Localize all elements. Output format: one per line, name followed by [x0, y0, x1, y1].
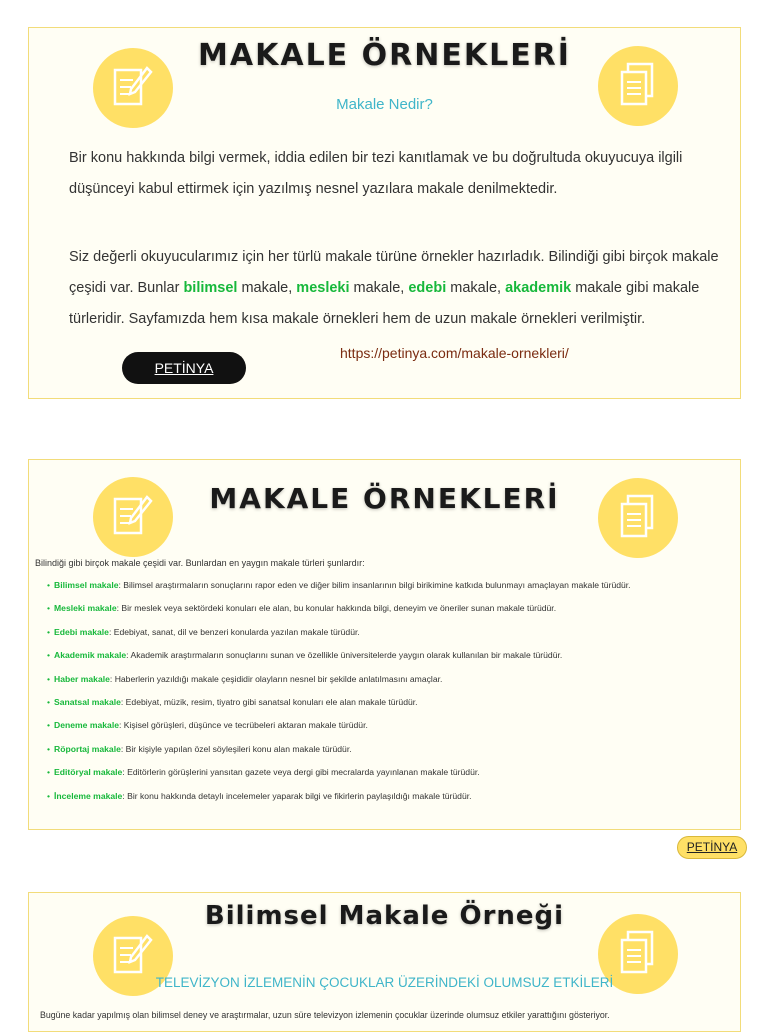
article-type-description: : Bilimsel araştırmaların sonuçlarını rapor eden ve diğer bilim insanlarının bilgi birikimine katkıda bulunmayı amaçlayan makale türüdür.	[118, 580, 631, 590]
section-title: MAKALE ÖRNEKLERİ	[209, 482, 560, 515]
article-type-description: : Haberlerin yazıldığı makale çeşididir olayların nesnel bir şekilde anlatılmasını amaçlar.	[109, 673, 443, 684]
petinya-button[interactable]: PETİNYA	[122, 352, 246, 384]
list-item	[47, 625, 747, 648]
bullet-icon: •	[47, 696, 51, 707]
section-subtitle: Makale Nedir?	[336, 96, 433, 113]
section-title: Bilimsel Makale Örneği	[204, 901, 565, 931]
list-item	[47, 695, 747, 718]
article-type-description: : Edebiyat, sanat, dil ve benzeri konularda yazılan makale türüdür.	[108, 626, 360, 637]
bullet-icon: •	[47, 790, 51, 801]
text: makale,	[446, 280, 506, 296]
article-type-term: Editöryal makale	[54, 767, 123, 778]
article-type-description: : Edebiyat, müzik, resim, tiyatro gibi sanatsal konuları ele alan makale türüdür.	[120, 696, 418, 707]
list-item	[47, 765, 747, 788]
article-type-term: Edebi makale	[54, 626, 109, 637]
bullet-icon: •	[47, 767, 51, 778]
bullet-icon: •	[47, 673, 51, 684]
article-type-description: : Akademik araştırmaların sonuçlarını sunan ve özellikle üniversitelerde yaygın olarak kullanılan bir makale türüdür.	[126, 650, 563, 661]
page-title: MAKALE ÖRNEKLERİ	[198, 38, 571, 73]
list-item	[47, 789, 747, 812]
keyword-mesleki: mesleki	[296, 280, 350, 296]
bullet-icon: •	[47, 650, 51, 661]
types-card	[28, 459, 741, 830]
definition-paragraph: Bir konu hakkında bilgi vermek, iddia edilen bir tezi kanıtlamak ve bu doğrultuda okuyucuya ilgili düşünceyi kabul ettirmek için yazılmış nesnel yazılara makale denilmektedir.	[69, 150, 683, 197]
article-type-term: Röportaj makale	[54, 743, 121, 754]
article-first-line: Bugüne kadar yapılmış olan bilimsel deney ve araştırmalar, uzun süre televizyon izlemenin çocuklar üzerinde olumsuz etkiler yarattığını gösteriyor.	[40, 1010, 610, 1020]
keyword-bilimsel: bilimsel	[183, 280, 238, 296]
text: Siz değerli okuyucularımız için her türlü makale türüne örnekler hazırladık. Bilindiği gibi birçok makale çeşidi var. Bunlar	[69, 249, 719, 296]
article-types-list	[47, 578, 747, 812]
article-type-description: : Bir meslek veya sektördeki konuları ele alan, bu konular hakkında bilgi, deneyim ve öneriler sunan makale türüdür.	[116, 603, 557, 614]
list-item	[47, 648, 747, 671]
list-item	[47, 742, 747, 765]
article-type-term: İnceleme makale	[54, 790, 123, 801]
types-paragraph	[69, 242, 739, 335]
article-type-description: : Kişisel görüşleri, düşünce ve tecrübeleri aktaran makale türüdür.	[119, 720, 368, 731]
list-item	[47, 718, 747, 741]
article-type-term: Bilimsel makale	[54, 580, 119, 590]
source-link[interactable]: https://petinya.com/makale-ornekleri/	[340, 345, 569, 361]
petinya-button-yellow[interactable]: PETİNYA	[677, 836, 747, 859]
intro-card	[28, 27, 741, 399]
article-headline: TELEVİZYON İZLEMENİN ÇOCUKLAR ÜZERİNDEKİ OLUMSUZ ETKİLERİ	[155, 975, 614, 990]
bullet-icon: •	[47, 720, 51, 731]
bullet-icon: •	[47, 743, 51, 754]
article-type-description: : Editörlerin görüşlerini yansıtan gazete veya dergi gibi mecralarda yayınlanan makale türüdür.	[122, 767, 480, 778]
article-type-term: Haber makale	[54, 673, 110, 684]
keyword-edebi: edebi	[408, 280, 447, 296]
keyword-akademik: akademik	[505, 280, 572, 296]
bullet-icon: •	[47, 626, 51, 637]
bullet-icon: •	[47, 580, 51, 590]
article-type-description: : Bir konu hakkında detaylı incelemeler yaparak bilgi ve fikirlerin paylaşıldığı makale türüdür.	[122, 790, 472, 801]
list-item	[47, 601, 747, 624]
text: makale,	[349, 280, 409, 296]
article-type-term: Sanatsal makale	[54, 696, 121, 707]
bullet-icon: •	[47, 603, 51, 614]
example-card	[28, 892, 741, 1032]
text: makale,	[237, 280, 297, 296]
article-type-term: Akademik makale	[54, 650, 127, 661]
article-type-term: Deneme makale	[54, 720, 119, 731]
list-item	[47, 578, 747, 601]
text: makale gibi makale türleridir. Sayfamızda hem kısa makale örnekleri hem de uzun makale örnekleri verilmiştir.	[69, 280, 700, 327]
article-type-term: Mesleki makale	[54, 603, 117, 614]
article-type-description: : Bir kişiyle yapılan özel söyleşileri konu alan makale türüdür.	[120, 743, 352, 754]
list-intro: Bilindiği gibi birçok makale çeşidi var. Bunlardan en yaygın makale türleri şunlardır:	[35, 558, 365, 568]
list-item	[47, 672, 747, 695]
